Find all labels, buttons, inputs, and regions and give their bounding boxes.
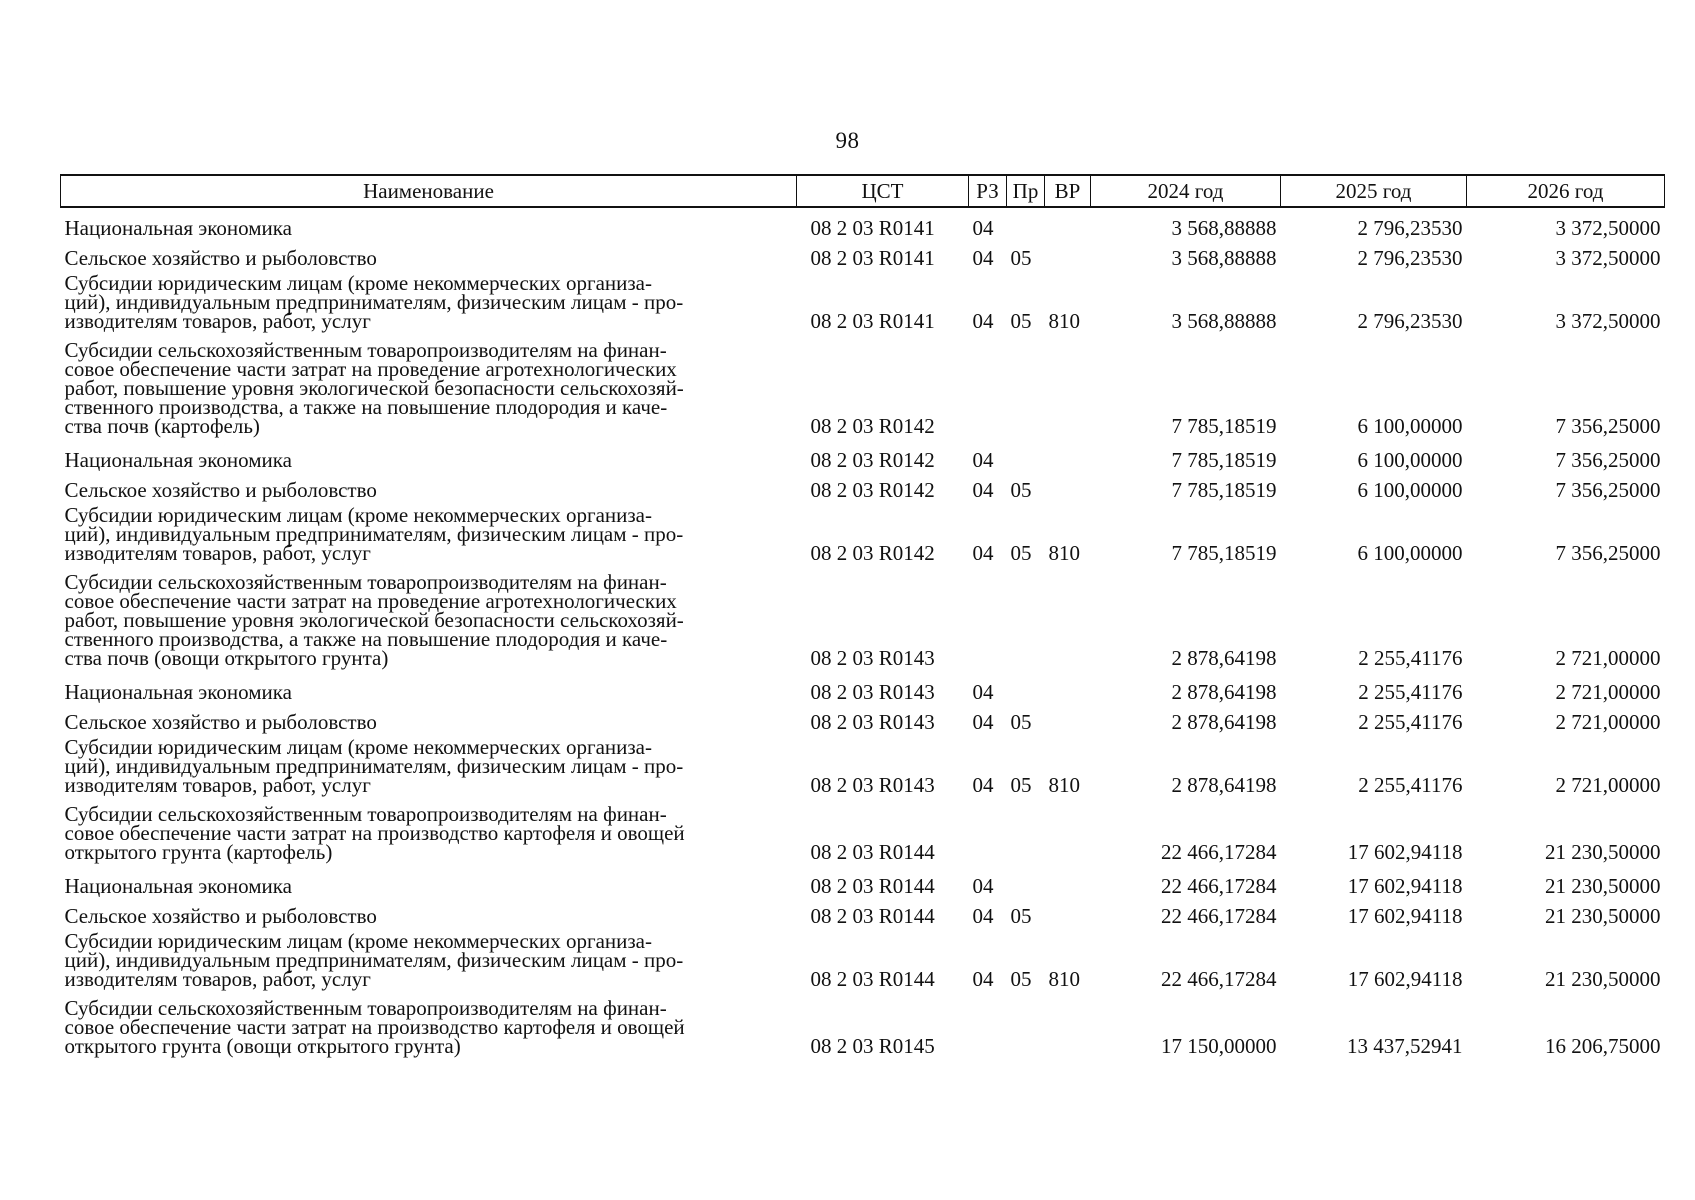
row-rz — [969, 993, 1007, 1060]
row-name-line: Субсидии юридическим лицам (кроме некоммерческих организа- — [64, 929, 652, 953]
row-cst: 08 2 03 R0141 — [810, 216, 935, 240]
row-name-line: изводителям товаров, работ, услуг — [64, 541, 371, 565]
row-name-line: изводителям товаров, работ, услуг — [64, 309, 371, 333]
row-name — [61, 799, 797, 866]
row-2025: 2 796,23530 — [1357, 246, 1463, 270]
row-rz: 04 — [972, 541, 994, 565]
table-row — [61, 799, 1665, 866]
row-pr: 05 — [1010, 246, 1032, 270]
row-name — [61, 567, 797, 672]
table-row — [61, 567, 1665, 672]
row-2025: 2 255,41176 — [1358, 773, 1463, 797]
row-name-line: открытого грунта (овощи открытого грунта) — [64, 1034, 461, 1058]
table-row — [61, 335, 1665, 440]
row-name-line: совое обеспечение части затрат на проведение агротехнологических — [64, 357, 677, 381]
row-pr — [1007, 335, 1045, 440]
row-rz: 04 — [972, 246, 994, 270]
row-name-line: совое обеспечение части затрат на производство картофеля и овощей — [64, 1015, 685, 1039]
row-2025: 2 255,41176 — [1358, 646, 1463, 670]
row-name — [61, 500, 797, 567]
row-name-line: Национальная экономика — [64, 874, 292, 898]
row-name — [61, 896, 797, 926]
row-vr — [1045, 702, 1091, 732]
row-cst: 08 2 03 R0143 — [810, 773, 935, 797]
row-2025: 17 602,94118 — [1347, 840, 1463, 864]
row-2026: 3 372,50000 — [1555, 246, 1661, 270]
row-rz: 04 — [972, 710, 994, 734]
row-pr: 05 — [1010, 710, 1032, 734]
row-cst: 08 2 03 R0144 — [810, 840, 935, 864]
row-2025: 2 796,23530 — [1357, 309, 1463, 333]
row-name-line: ций), индивидуальным предпринимателям, физическим лицам - про- — [64, 522, 684, 546]
row-vr — [1045, 567, 1091, 672]
header-2025: 2025 год — [1281, 175, 1467, 207]
row-rz: 04 — [972, 773, 994, 797]
row-name-line: Сельское хозяйство и рыболовство — [64, 478, 377, 502]
row-name — [61, 440, 797, 470]
row-2026: 2 721,00000 — [1555, 710, 1661, 734]
row-cst: 08 2 03 R0144 — [810, 904, 935, 928]
row-rz: 04 — [972, 904, 994, 928]
row-name — [61, 702, 797, 732]
header-2024: 2024 год — [1091, 175, 1281, 207]
table-row — [61, 500, 1665, 567]
row-pr: 05 — [1010, 478, 1032, 502]
row-cst: 08 2 03 R0141 — [810, 246, 935, 270]
row-vr — [1045, 207, 1091, 238]
row-name-line: совое обеспечение части затрат на проведение агротехнологических — [64, 589, 677, 613]
row-vr — [1045, 440, 1091, 470]
row-vr — [1045, 335, 1091, 440]
table-row — [61, 238, 1665, 268]
table-row — [61, 896, 1665, 926]
row-2026: 16 206,75000 — [1545, 1034, 1661, 1058]
row-cst: 08 2 03 R0144 — [810, 967, 935, 991]
row-name-line: работ, повышение уровня экологической безопасности сельскохозяй- — [64, 608, 684, 632]
row-pr: 05 — [1010, 967, 1032, 991]
row-2026: 7 356,25000 — [1555, 478, 1661, 502]
row-name-line: Национальная экономика — [64, 680, 292, 704]
row-2025: 6 100,00000 — [1357, 414, 1463, 438]
row-name-line: открытого грунта (картофель) — [64, 840, 333, 864]
row-rz: 04 — [972, 216, 994, 240]
row-name-line: изводителям товаров, работ, услуг — [64, 773, 371, 797]
row-name-line: ций), индивидуальным предпринимателям, физическим лицам - про- — [64, 948, 684, 972]
row-name-line: Субсидии сельскохозяйственным товаропроизводителям на финан- — [64, 570, 667, 594]
row-2024: 22 466,17284 — [1161, 874, 1277, 898]
row-name-line: ства почв (картофель) — [64, 414, 260, 438]
row-2024: 2 878,64198 — [1171, 646, 1277, 670]
row-name — [61, 866, 797, 896]
row-2024: 22 466,17284 — [1161, 904, 1277, 928]
row-vr — [1045, 799, 1091, 866]
row-vr — [1045, 866, 1091, 896]
row-pr — [1007, 207, 1045, 238]
row-cst: 08 2 03 R0143 — [810, 710, 935, 734]
row-name-line: Субсидии сельскохозяйственным товаропроизводителям на финан- — [64, 996, 667, 1020]
row-2026: 21 230,50000 — [1545, 967, 1661, 991]
row-2026: 21 230,50000 — [1545, 874, 1661, 898]
row-2024: 7 785,18519 — [1171, 541, 1277, 565]
row-vr — [1045, 470, 1091, 500]
row-2026: 21 230,50000 — [1545, 904, 1661, 928]
row-2026: 21 230,50000 — [1545, 840, 1661, 864]
row-rz: 04 — [972, 680, 994, 704]
row-vr — [1045, 993, 1091, 1060]
row-pr — [1007, 567, 1045, 672]
row-vr: 810 — [1048, 967, 1080, 991]
row-name-line: Субсидии юридическим лицам (кроме некоммерческих организа- — [64, 503, 652, 527]
row-2025: 2 255,41176 — [1358, 710, 1463, 734]
row-2024: 7 785,18519 — [1171, 478, 1277, 502]
row-2024: 3 568,88888 — [1171, 216, 1277, 240]
header-2026: 2026 год — [1467, 175, 1665, 207]
row-name-line: ственного производства, а также на повышение плодородия и каче- — [64, 395, 668, 419]
row-name-line: ственного производства, а также на повышение плодородия и каче- — [64, 627, 668, 651]
header-name: Наименование — [61, 175, 797, 207]
row-pr — [1007, 993, 1045, 1060]
row-name-line: Сельское хозяйство и рыболовство — [64, 904, 377, 928]
row-2024: 17 150,00000 — [1161, 1034, 1277, 1058]
row-2025: 6 100,00000 — [1357, 448, 1463, 472]
row-vr: 810 — [1048, 309, 1080, 333]
row-name-line: Субсидии сельскохозяйственным товаропроизводителям на финан- — [64, 338, 667, 362]
row-rz — [969, 335, 1007, 440]
row-2024: 7 785,18519 — [1171, 414, 1277, 438]
row-2025: 17 602,94118 — [1347, 967, 1463, 991]
row-2026: 2 721,00000 — [1555, 680, 1661, 704]
row-2026: 3 372,50000 — [1555, 216, 1661, 240]
row-vr — [1045, 896, 1091, 926]
row-name-line: ций), индивидуальным предпринимателям, физическим лицам - про- — [64, 754, 684, 778]
row-name-line: Сельское хозяйство и рыболовство — [64, 246, 377, 270]
table-row — [61, 732, 1665, 799]
row-cst: 08 2 03 R0145 — [810, 1034, 935, 1058]
row-name-line: Национальная экономика — [64, 448, 292, 472]
table-row — [61, 702, 1665, 732]
row-rz: 04 — [972, 448, 994, 472]
row-cst: 08 2 03 R0144 — [810, 874, 935, 898]
row-name — [61, 926, 797, 993]
table-row — [61, 470, 1665, 500]
row-2024: 2 878,64198 — [1171, 773, 1277, 797]
row-2025: 17 602,94118 — [1347, 874, 1463, 898]
table-row — [61, 926, 1665, 993]
row-name-line: Субсидии юридическим лицам (кроме некоммерческих организа- — [64, 271, 652, 295]
row-2024: 2 878,64198 — [1171, 710, 1277, 734]
row-name-line: работ, повышение уровня экологической безопасности сельскохозяй- — [64, 376, 684, 400]
row-2025: 17 602,94118 — [1347, 904, 1463, 928]
table-row — [61, 207, 1665, 238]
row-name — [61, 470, 797, 500]
row-pr — [1007, 672, 1045, 702]
row-2025: 2 796,23530 — [1357, 216, 1463, 240]
row-2026: 3 372,50000 — [1555, 309, 1661, 333]
row-rz: 04 — [972, 309, 994, 333]
row-name — [61, 993, 797, 1060]
row-name-line: Национальная экономика — [64, 216, 292, 240]
row-name-line: Субсидии юридическим лицам (кроме некоммерческих организа- — [64, 735, 652, 759]
row-pr — [1007, 799, 1045, 866]
row-pr: 05 — [1010, 773, 1032, 797]
row-vr: 810 — [1048, 773, 1080, 797]
row-name-line: Сельское хозяйство и рыболовство — [64, 710, 377, 734]
row-2025: 6 100,00000 — [1357, 478, 1463, 502]
row-2026: 7 356,25000 — [1555, 414, 1661, 438]
header-pr: Пр — [1007, 175, 1045, 207]
row-cst: 08 2 03 R0142 — [810, 414, 935, 438]
row-cst: 08 2 03 R0143 — [810, 646, 935, 670]
table-row — [61, 672, 1665, 702]
row-vr: 810 — [1048, 541, 1080, 565]
row-2025: 6 100,00000 — [1357, 541, 1463, 565]
row-pr: 05 — [1010, 904, 1032, 928]
budget-table — [60, 174, 1665, 1060]
row-rz — [969, 567, 1007, 672]
row-pr — [1007, 440, 1045, 470]
row-2024: 22 466,17284 — [1161, 840, 1277, 864]
row-2024: 7 785,18519 — [1171, 448, 1277, 472]
table-row — [61, 993, 1665, 1060]
row-pr: 05 — [1010, 541, 1032, 565]
row-rz: 04 — [972, 874, 994, 898]
header-cst: ЦСТ — [797, 175, 969, 207]
table-row — [61, 440, 1665, 470]
page-number: 98 — [835, 128, 860, 153]
row-2026: 2 721,00000 — [1555, 646, 1661, 670]
row-2025: 13 437,52941 — [1347, 1034, 1463, 1058]
row-name-line: совое обеспечение части затрат на производство картофеля и овощей — [64, 821, 685, 845]
row-name — [61, 238, 797, 268]
row-cst: 08 2 03 R0141 — [810, 309, 935, 333]
header-row — [61, 175, 1665, 207]
row-name-line: ций), индивидуальным предпринимателям, физическим лицам - про- — [64, 290, 684, 314]
row-name — [61, 268, 797, 335]
row-pr: 05 — [1010, 309, 1032, 333]
row-name-line: Субсидии сельскохозяйственным товаропроизводителям на финан- — [64, 802, 667, 826]
row-name — [61, 672, 797, 702]
row-name-line: изводителям товаров, работ, услуг — [64, 967, 371, 991]
row-name — [61, 335, 797, 440]
row-2024: 2 878,64198 — [1171, 680, 1277, 704]
row-pr — [1007, 866, 1045, 896]
row-2024: 3 568,88888 — [1171, 246, 1277, 270]
row-rz: 04 — [972, 478, 994, 502]
row-vr — [1045, 238, 1091, 268]
table-body — [61, 207, 1665, 1060]
row-name — [61, 207, 797, 238]
row-2026: 2 721,00000 — [1555, 773, 1661, 797]
header-vr: ВР — [1045, 175, 1091, 207]
header-rz: РЗ — [969, 175, 1007, 207]
row-2026: 7 356,25000 — [1555, 448, 1661, 472]
row-2025: 2 255,41176 — [1358, 680, 1463, 704]
row-2024: 22 466,17284 — [1161, 967, 1277, 991]
table-header — [61, 175, 1665, 207]
row-rz: 04 — [972, 967, 994, 991]
row-cst: 08 2 03 R0142 — [810, 478, 935, 502]
row-cst: 08 2 03 R0142 — [810, 448, 935, 472]
table-row — [61, 866, 1665, 896]
row-2026: 7 356,25000 — [1555, 541, 1661, 565]
table-row — [61, 268, 1665, 335]
row-cst: 08 2 03 R0142 — [810, 541, 935, 565]
row-vr — [1045, 672, 1091, 702]
row-rz — [969, 799, 1007, 866]
row-name-line: ства почв (овощи открытого грунта) — [64, 646, 389, 670]
row-2024: 3 568,88888 — [1171, 309, 1277, 333]
row-cst: 08 2 03 R0143 — [810, 680, 935, 704]
row-name — [61, 732, 797, 799]
